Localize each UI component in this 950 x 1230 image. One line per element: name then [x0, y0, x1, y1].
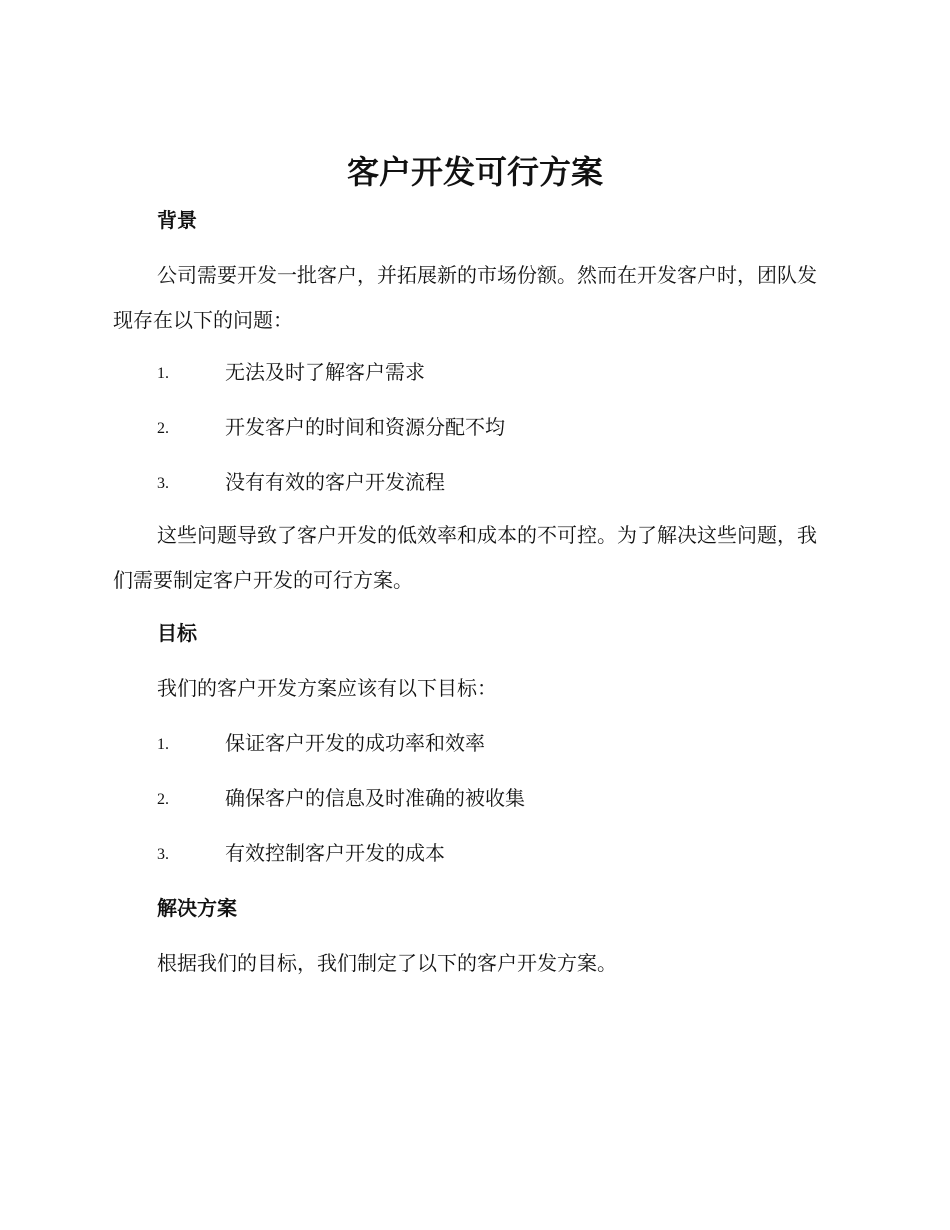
list-item-number: 2.	[157, 420, 169, 437]
list-item-number: 1.	[157, 736, 169, 753]
document-title: 客户开发可行方案	[346, 153, 603, 191]
section-heading-background: 背景	[157, 208, 197, 232]
list-item-number: 3.	[157, 475, 169, 492]
list-item-text: 无法及时了解客户需求	[225, 360, 425, 384]
background-intro-paragraph: 公司需要开发一批客户，并拓展新的市场份额。然而在开发客户时，团队发现存在以下的问题：	[113, 263, 817, 332]
list-item-number: 1.	[157, 365, 169, 382]
section-heading-goals: 目标	[157, 621, 197, 645]
list-item-number: 2.	[157, 791, 169, 808]
background-conclusion-paragraph: 这些问题导致了客户开发的低效率和成本的不可控。为了解决这些问题，我们需要制定客户开发的可行方案。	[113, 523, 817, 592]
solution-intro-text: 根据我们的目标，我们制定了以下的客户开发方案。	[157, 951, 617, 975]
list-item-text: 没有有效的客户开发流程	[225, 470, 445, 494]
list-item-text: 保证客户开发的成功率和效率	[225, 731, 485, 755]
goals-intro-text: 我们的客户开发方案应该有以下目标：	[157, 676, 497, 700]
list-item-text: 有效控制客户开发的成本	[225, 841, 445, 865]
list-item-text: 确保客户的信息及时准确的被收集	[225, 786, 525, 810]
section-heading-solution: 解决方案	[157, 896, 237, 920]
list-item-number: 3.	[157, 846, 169, 863]
list-item-text: 开发客户的时间和资源分配不均	[225, 415, 505, 439]
